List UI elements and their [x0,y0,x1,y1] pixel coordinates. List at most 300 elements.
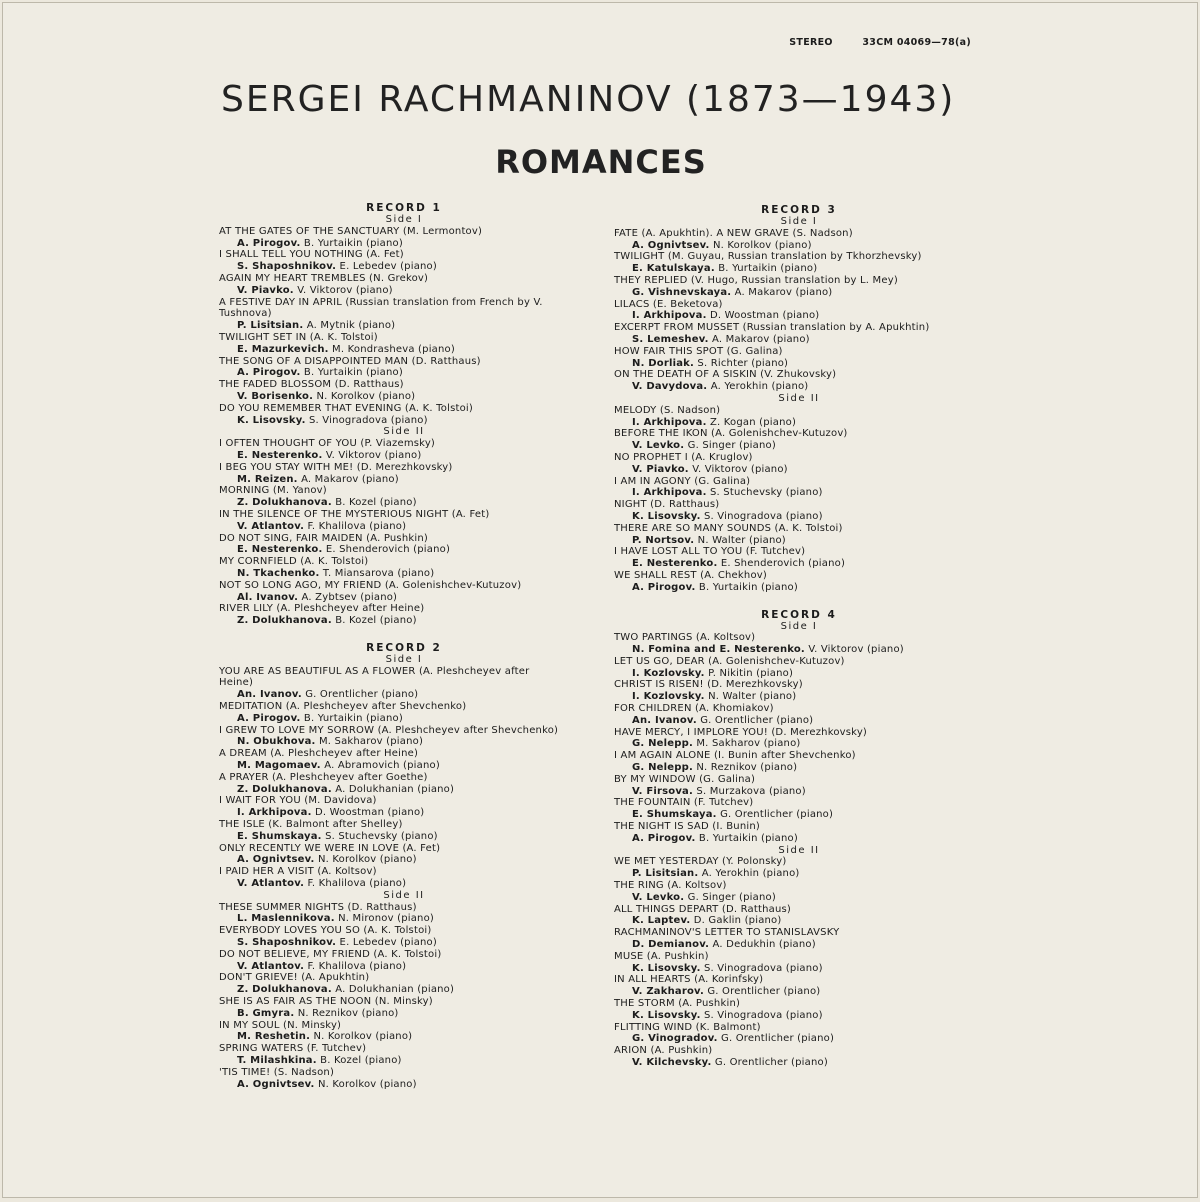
performer-name: An. Ivanov. [632,714,697,726]
performer-line [614,833,984,845]
performer-line [219,592,589,604]
performer-line [614,915,984,927]
side-heading: Side II [778,392,820,404]
performer-line [614,558,984,570]
performer-line [219,391,589,403]
performer-name: V. Piavko. [632,463,689,475]
performer-name: A. Ognivtsev. [237,1078,315,1090]
performer-line [219,878,589,890]
accompanist: M. Kondrasheva (piano) [332,343,455,355]
accompanist: E. Shenderovich (piano) [720,558,846,570]
track-entry [219,509,589,533]
accompanist: N. Reznikov (piano) [297,1007,399,1019]
track-entry [614,632,984,656]
accompanist: S. Vinogradova (piano) [703,1009,823,1021]
performer-line [219,568,589,580]
performer-name: A. Pirogov. [237,712,301,724]
track-entry [219,332,589,356]
accompanist: S. Vinogradova (piano) [703,510,823,522]
accompanist: G. Orentlicher (piano) [714,1056,828,1068]
performer-name: G. Nelepp. [632,738,693,750]
accompanist: A. Mytnik (piano) [306,320,396,332]
song-title: RACHMANINOV'S LETTER TO STANISLAVSKY [614,927,840,939]
performer-line [614,986,984,998]
accompanist: A. Makarov (piano) [712,333,810,345]
performer-name: I. Kozlovsky. [632,667,705,679]
track-entry [614,904,984,928]
performer-name: S. Shaposhnikov. [237,261,337,273]
song-title: THE FOUNTAIN (F. Tutchev) [614,797,754,809]
performer-line [614,487,984,499]
performer-name: V. Atlantov. [237,878,305,890]
record-block [614,609,984,1069]
track-entry [614,476,984,500]
performer-line [614,762,984,774]
track-entry [614,679,984,703]
song-title: SHE IS AS FAIR AS THE NOON (N. Minsky) [219,996,433,1007]
stereo-label: STEREO [789,37,833,48]
track-entry [219,795,589,819]
accompanist: B. Yurtaikin (piano) [303,367,403,379]
accompanist: V. Viktorov (piano) [808,644,904,656]
performer-name: L. Maslennikova. [237,913,335,925]
track-entry [219,556,589,580]
performer-name: P. Lisitsian. [632,868,699,880]
performer-name: V. Piavko. [237,284,294,296]
performer-line [219,320,589,332]
track-entry [219,438,589,462]
performer-name: E. Mazurkevich. [237,343,329,355]
performer-line [219,760,589,772]
performer-name: P. Nortsov. [632,534,695,546]
song-title: I SHALL TELL YOU NOTHING (A. Fet) [219,249,404,261]
performer-line [219,689,589,701]
song-title: THE STORM (A. Pushkin) [614,998,741,1009]
song-title: ON THE DEATH OF A SISKIN (V. Zhukovsky) [614,369,837,381]
performer-line [219,285,589,297]
performer-line [614,963,984,975]
record-heading: RECORD 4 [761,608,837,621]
track-entry [614,750,984,774]
left-column [219,202,589,1090]
performer-line [614,287,984,299]
track-entry [614,251,984,275]
track-entry [614,998,984,1022]
song-title: LILACS (E. Beketova) [614,298,723,310]
accompanist: E. Lebedev (piano) [339,261,437,273]
song-title: AGAIN MY HEART TREMBLES (N. Grekov) [219,272,429,284]
song-title: IN ALL HEARTS (A. Korinfsky) [614,974,764,986]
song-title: A DREAM (A. Pleshcheyev after Heine) [219,748,419,760]
song-title: TWO PARTINGS (A. Koltsov) [614,632,756,644]
accompanist: B. Yurtaikin (piano) [718,263,818,275]
song-title: A PRAYER (A. Pleshcheyev after Goethe) [219,771,428,783]
performer-line [219,984,589,996]
accompanist: N. Korolkov (piano) [712,239,812,251]
performer-line [219,807,589,819]
performer-name: N. Dorliak. [632,357,695,369]
catalog-info [763,37,971,48]
track-entry [614,228,984,252]
song-title: THEY REPLIED (V. Hugo, Russian translation by L. Mey) [614,274,898,286]
performer-line [614,1033,984,1045]
performer-line [614,240,984,252]
track-entry [219,379,589,403]
accompanist: D. Gaklin (piano) [693,915,782,927]
song-title: NOT SO LONG AGO, MY FRIEND (A. Golenishchev-Kutuzov) [219,579,522,591]
track-entry [219,462,589,486]
performer-line [614,644,984,656]
performer-name: N. Fomina and E. Nesterenko. [632,644,805,656]
performer-line [614,263,984,275]
performer-name: B. Gmyra. [237,1007,295,1019]
song-title: MORNING (M. Yanov) [219,485,327,497]
song-title: EXCERPT FROM MUSSET (Russian translation by A. Apukhtin) [614,322,930,334]
song-title: THERE ARE SO MANY SOUNDS (A. K. Tolstoi) [614,522,843,534]
performer-line [219,937,589,949]
performer-line [219,344,589,356]
accompanist: S. Vinogradova (piano) [308,414,428,426]
accompanist: B. Yurtaikin (piano) [698,832,798,844]
track-entry [219,580,589,604]
accompanist: B. Kozel (piano) [335,615,417,627]
track-entry [614,428,984,452]
record-heading: RECORD 2 [366,641,442,654]
performer-name: S. Lemeshev. [632,333,709,345]
catalog-number: 33CM 04069—78(a) [862,37,971,48]
song-title: 'TIS TIME! (S. Nadson) [219,1066,335,1078]
performer-line [614,715,984,727]
track-entry [219,902,589,926]
track-entry [614,951,984,975]
song-title: MEDITATION (A. Pleshcheyev after Shevchenko) [219,701,467,713]
performer-line [219,450,589,462]
accompanist: N. Korolkov (piano) [313,1031,413,1043]
performer-name: V. Levko. [632,440,685,452]
side-heading: Side II [778,844,820,856]
album-subtitle: ROMANCES [495,143,707,181]
side-heading: Side I [780,620,818,632]
track-entry [614,452,984,476]
accompanist: V. Viktorov (piano) [297,284,393,296]
song-title: THE ISLE (K. Balmont after Shelley) [219,819,403,831]
performer-name: M. Magomaev. [237,760,321,772]
song-title: DO YOU REMEMBER THAT EVENING (A. K. Tolstoi) [219,402,473,414]
performer-line [614,464,984,476]
performer-name: K. Lisovsky. [632,1009,701,1021]
performer-name: D. Demianov. [632,939,710,951]
song-title: I GREW TO LOVE MY SORROW (A. Pleshcheyev after Shevchenko) [219,724,559,736]
performer-name: E. Shumskaya. [632,809,717,821]
accompanist: T. Miansarova (piano) [322,567,435,579]
record-block [219,642,589,1090]
track-entry [614,570,984,594]
accompanist: N. Mironov (piano) [338,913,435,925]
performer-name: M. Reizen. [237,473,298,485]
accompanist: A. Abramovich (piano) [324,760,440,772]
performer-line [614,691,984,703]
track-entry [614,880,984,904]
accompanist: G. Orentlicher (piano) [700,714,814,726]
song-title: TWILIGHT SET IN (A. K. Tolstoi) [219,331,378,343]
performer-name: A. Ognivtsev. [237,854,315,866]
performer-name: E. Nesterenko. [237,544,323,556]
performer-name: K. Lisovsky. [632,510,701,522]
track-entry [614,727,984,751]
track-entry [219,972,589,996]
performer-name: Z. Dolukhanova. [237,497,332,509]
track-entry [219,403,589,427]
performer-line [614,417,984,429]
song-title: A FESTIVE DAY IN APRIL (Russian translation from French by V. Tushnova) [219,296,543,320]
performer-line [219,1055,589,1067]
record-spacer [614,594,984,609]
accompanist: S. Richter (piano) [697,357,789,369]
track-entry [219,819,589,843]
performer-name: K. Lisovsky. [632,962,701,974]
performer-line [614,1057,984,1069]
accompanist: B. Kozel (piano) [335,497,417,509]
accompanist: E. Lebedev (piano) [339,937,437,949]
performer-line [219,615,589,627]
accompanist: S. Vinogradova (piano) [703,962,823,974]
track-entry [219,701,589,725]
performer-line [219,238,589,250]
accompanist: F. Khalilova (piano) [307,878,407,890]
track-entry [614,369,984,393]
track-entry [614,499,984,523]
track-entry [219,843,589,867]
performer-name: An. Ivanov. [237,689,302,701]
song-title: HOW FAIR THIS SPOT (G. Galina) [614,345,783,357]
track-entry [219,925,589,949]
song-title: TWILIGHT (M. Guyau, Russian translation by Tkhorzhevsky) [614,251,922,263]
performer-name: Z. Dolukhanova. [237,615,332,627]
song-title: EVERYBODY LOVES YOU SO (A. K. Tolstoi) [219,925,432,937]
performer-line [614,511,984,523]
track-entry [614,1045,984,1069]
track-entry [614,656,984,680]
performer-name: A. Pirogov. [237,367,301,379]
song-title: THE NIGHT IS SAD (I. Bunin) [614,821,761,833]
accompanist: A. Dedukhin (piano) [712,939,816,951]
accompanist: P. Nikitin (piano) [708,667,794,679]
performer-name: E. Shumskaya. [237,830,322,842]
track-entry [219,996,589,1020]
accompanist: V. Viktorov (piano) [692,463,788,475]
performer-name: K. Laptev. [632,915,691,927]
performer-line [614,868,984,880]
song-title: NO PROPHET I (A. Kruglov) [614,451,753,463]
performer-name: P. Lisitsian. [237,320,304,332]
track-entry [219,356,589,380]
song-title: THE SONG OF A DISAPPOINTED MAN (D. Ratthaus) [219,355,481,367]
performer-line [614,334,984,346]
performer-name: T. Milashkina. [237,1054,317,1066]
song-title: I AM AGAIN ALONE (I. Bunin after Shevchenko) [614,750,856,762]
track-entry [219,772,589,796]
accompanist: N. Reznikov (piano) [696,762,798,774]
accompanist: F. Khalilova (piano) [307,520,407,532]
accompanist: B. Yurtaikin (piano) [303,237,403,249]
accompanist: A. Makarov (piano) [734,286,833,298]
performer-line [614,809,984,821]
song-title: MUSE (A. Pushkin) [614,950,709,962]
song-title: THESE SUMMER NIGHTS (D. Ratthaus) [219,901,417,913]
performer-line [219,1008,589,1020]
performer-name: V. Davydova. [632,381,708,393]
song-title: I HAVE LOST ALL TO YOU (F. Tutchev) [614,546,806,558]
accompanist: N. Walter (piano) [708,691,797,703]
side-heading: Side II [383,889,425,901]
record-block [614,204,984,594]
accompanist: A. Dolukhanian (piano) [335,783,455,795]
side-heading: Side I [780,216,818,227]
track-entry [614,797,984,821]
composer-title: SERGEI RACHMANINOV (1873—1943) [221,79,956,120]
performer-name: N. Tkachenko. [237,567,320,579]
performer-name: V. Borisenko. [237,390,314,402]
performer-line [614,738,984,750]
performer-line [219,736,589,748]
track-entry [219,533,589,557]
accompanist: N. Korolkov (piano) [316,390,416,402]
accompanist: A. Yerokhin (piano) [710,381,809,393]
track-entry [614,927,984,951]
song-title: I OFTEN THOUGHT OF YOU (P. Viazemsky) [219,438,436,450]
song-title: MELODY (S. Nadson) [614,404,721,416]
performer-line [614,786,984,798]
accompanist: D. Woostman (piano) [709,310,820,322]
performer-line [614,939,984,951]
album-back-cover [2,2,1198,1198]
performer-name: I. Arkhipova. [237,807,312,819]
track-entry [614,821,984,845]
track-entry [219,603,589,627]
song-title: DO NOT SING, FAIR MAIDEN (A. Pushkin) [219,532,428,544]
performer-line [614,381,984,393]
accompanist: D. Woostman (piano) [314,807,425,819]
track-entry [614,322,984,346]
accompanist: G. Orentlicher (piano) [707,986,821,998]
performer-line [614,1010,984,1022]
performer-name: Z. Dolukhanova. [237,783,332,795]
song-title: BEFORE THE IKON (A. Golenishchev-Kutuzov) [614,428,848,440]
performer-name: G. Nelepp. [632,762,693,774]
song-title: I AM IN AGONY (G. Galina) [614,475,751,487]
accompanist: G. Orentlicher (piano) [720,809,834,821]
track-entry [614,856,984,880]
track-entry [614,523,984,547]
accompanist: A. Yerokhin (piano) [701,868,800,880]
performer-line [219,1079,589,1091]
performer-name: S. Shaposhnikov. [237,937,337,949]
accompanist: N. Korolkov (piano) [317,1078,417,1090]
performer-name: V. Firsova. [632,785,694,797]
performer-name: A. Pirogov. [237,237,301,249]
performer-name: V. Levko. [632,891,685,903]
track-entry [219,666,589,701]
performer-line [219,713,589,725]
performer-line [614,358,984,370]
performer-name: A. Pirogov. [632,832,696,844]
performer-line [219,544,589,556]
song-title: NIGHT (D. Ratthaus) [614,499,720,511]
accompanist: M. Sakharov (piano) [318,736,424,748]
song-title: HAVE MERCY, I IMPLORE YOU! (D. Merezhkovsky) [614,726,868,738]
performer-name: E. Nesterenko. [632,558,718,570]
accompanist: S. Stuchevsky (piano) [709,487,823,499]
performer-line [219,474,589,486]
performer-line [614,310,984,322]
track-entry [614,275,984,299]
accompanist: A. Zybtsev (piano) [301,591,398,603]
song-title: DON'T GRIEVE! (A. Apukhtin) [219,972,370,984]
song-title: DO NOT BELIEVE, MY FRIEND (A. K. Tolstoi) [219,948,442,960]
track-entry [614,405,984,429]
accompanist: G. Orentlicher (piano) [305,689,419,701]
accompanist: Z. Kogan (piano) [709,416,797,428]
accompanist: F. Khalilova (piano) [307,960,407,972]
performer-name: K. Lisovsky. [237,414,306,426]
performer-name: I. Arkhipova. [632,310,707,322]
performer-line [219,497,589,509]
song-title: CHRIST IS RISEN! (D. Merezhkovsky) [614,679,803,691]
song-title: ARION (A. Pushkin) [614,1045,713,1057]
performer-name: V. Atlantov. [237,520,305,532]
accompanist: N. Walter (piano) [697,534,786,546]
accompanist: B. Yurtaikin (piano) [303,712,403,724]
record-heading: RECORD 3 [761,204,837,216]
song-title: AT THE GATES OF THE SANCTUARY (M. Lermontov) [219,225,483,237]
performer-line [219,913,589,925]
performer-name: Al. Ivanov. [237,591,299,603]
song-title: ALL THINGS DEPART (D. Ratthaus) [614,903,792,915]
track-entry [219,1020,589,1044]
song-title: FOR CHILDREN (A. Khomiakov) [614,703,774,715]
accompanist: S. Murzakova (piano) [696,785,806,797]
accompanist: G. Singer (piano) [687,891,776,903]
performer-line [614,892,984,904]
track-entry [614,703,984,727]
performer-name: V. Kilchevsky. [632,1056,712,1068]
song-title: WE MET YESTERDAY (Y. Polonsky) [614,856,787,868]
track-entry [614,1022,984,1046]
performer-name: G. Vishnevskaya. [632,286,732,298]
track-entry [219,725,589,749]
side-heading: Side II [383,426,425,438]
accompanist: B. Yurtaikin (piano) [698,581,798,593]
performer-line [614,668,984,680]
song-title: IN MY SOUL (N. Minsky) [219,1019,342,1031]
accompanist: G. Singer (piano) [687,440,776,452]
performer-name: M. Reshetin. [237,1031,311,1043]
performer-line [614,582,984,594]
track-entry [219,949,589,973]
performer-name: G. Vinogradov. [632,1033,718,1045]
performer-name: I. Arkhipova. [632,487,707,499]
performer-name: V. Zakharov. [632,986,704,998]
performer-line [219,1031,589,1043]
track-entry [614,299,984,323]
performer-line [219,521,589,533]
side-heading: Side I [385,653,423,665]
accompanist: N. Korolkov (piano) [317,854,417,866]
accompanist: V. Viktorov (piano) [325,449,422,461]
performer-name: A. Pirogov. [632,581,696,593]
record-block [219,202,589,627]
song-title: I BEG YOU STAY WITH ME! (D. Merezhkovsky) [219,461,453,473]
